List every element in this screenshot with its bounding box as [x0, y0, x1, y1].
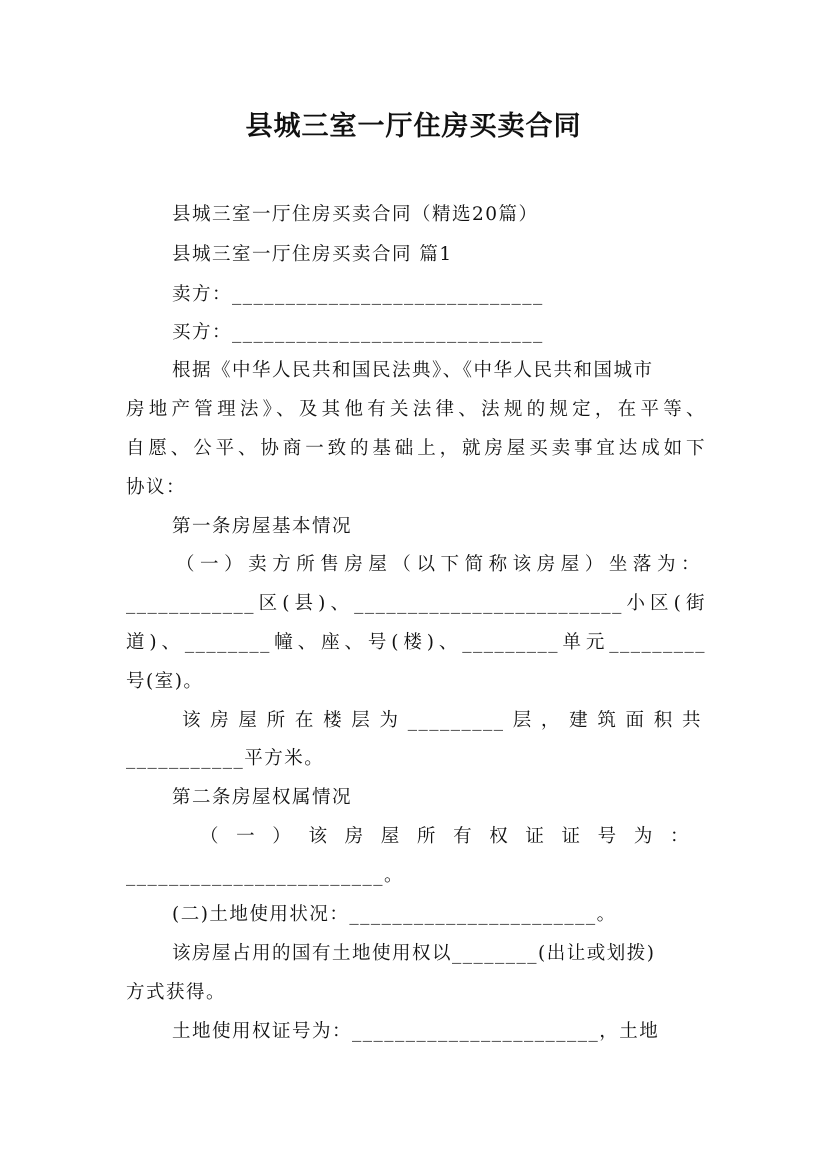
paragraph-line: ___________平方米。 — [126, 748, 325, 769]
paragraph-line: 协议： — [126, 477, 187, 498]
section-heading: 县城三室一厅住房买卖合同 篇1 — [172, 244, 453, 265]
paragraph-line: （一）该房屋所有权证证号为： — [200, 826, 690, 847]
paragraph-line: 号(室)。 — [126, 671, 204, 692]
seller-field: 卖方：_____________________________ — [172, 284, 544, 305]
article-heading: 第二条房屋权属情况 — [172, 787, 353, 808]
document-title: 县城三室一厅住房买卖合同 — [245, 111, 582, 142]
paragraph-line: ____________区(县)、_________________________小区(街 — [126, 593, 706, 614]
paragraph-line: （一）卖方所售房屋（以下简称该房屋）坐落为： — [176, 554, 701, 575]
paragraph-line: 土地使用权证号为：_______________________，土地 — [172, 1021, 660, 1042]
paragraph-line: 根据《中华人民共和国民法典》、《中华人民共和国城市 — [172, 360, 654, 381]
paragraph-line: 该房屋所在楼层为_________层，建筑面积共 — [182, 710, 702, 731]
buyer-field: 买方：_____________________________ — [172, 322, 544, 343]
paragraph-line: 该房屋占用的国有土地使用权以________(出让或划拨) — [172, 943, 656, 964]
paragraph-line: 自愿、公平、协商一致的基础上，就房屋买卖事宜达成如下 — [126, 438, 706, 459]
article-heading: 第一条房屋基本情况 — [172, 516, 353, 537]
paragraph-line: 道)、________幢、座、号(楼)、_________单元_________ — [126, 632, 706, 653]
paragraph-line: ________________________。 — [126, 865, 405, 886]
paragraph-line: 房地产管理法》、及其他有关法律、法规的规定，在平等、 — [126, 399, 706, 420]
subtitle-line: 县城三室一厅住房买卖合同（精选20篇） — [172, 204, 539, 225]
paragraph-line: 方式获得。 — [126, 982, 227, 1003]
paragraph-line: (二)土地使用状况：_______________________。 — [172, 904, 617, 925]
